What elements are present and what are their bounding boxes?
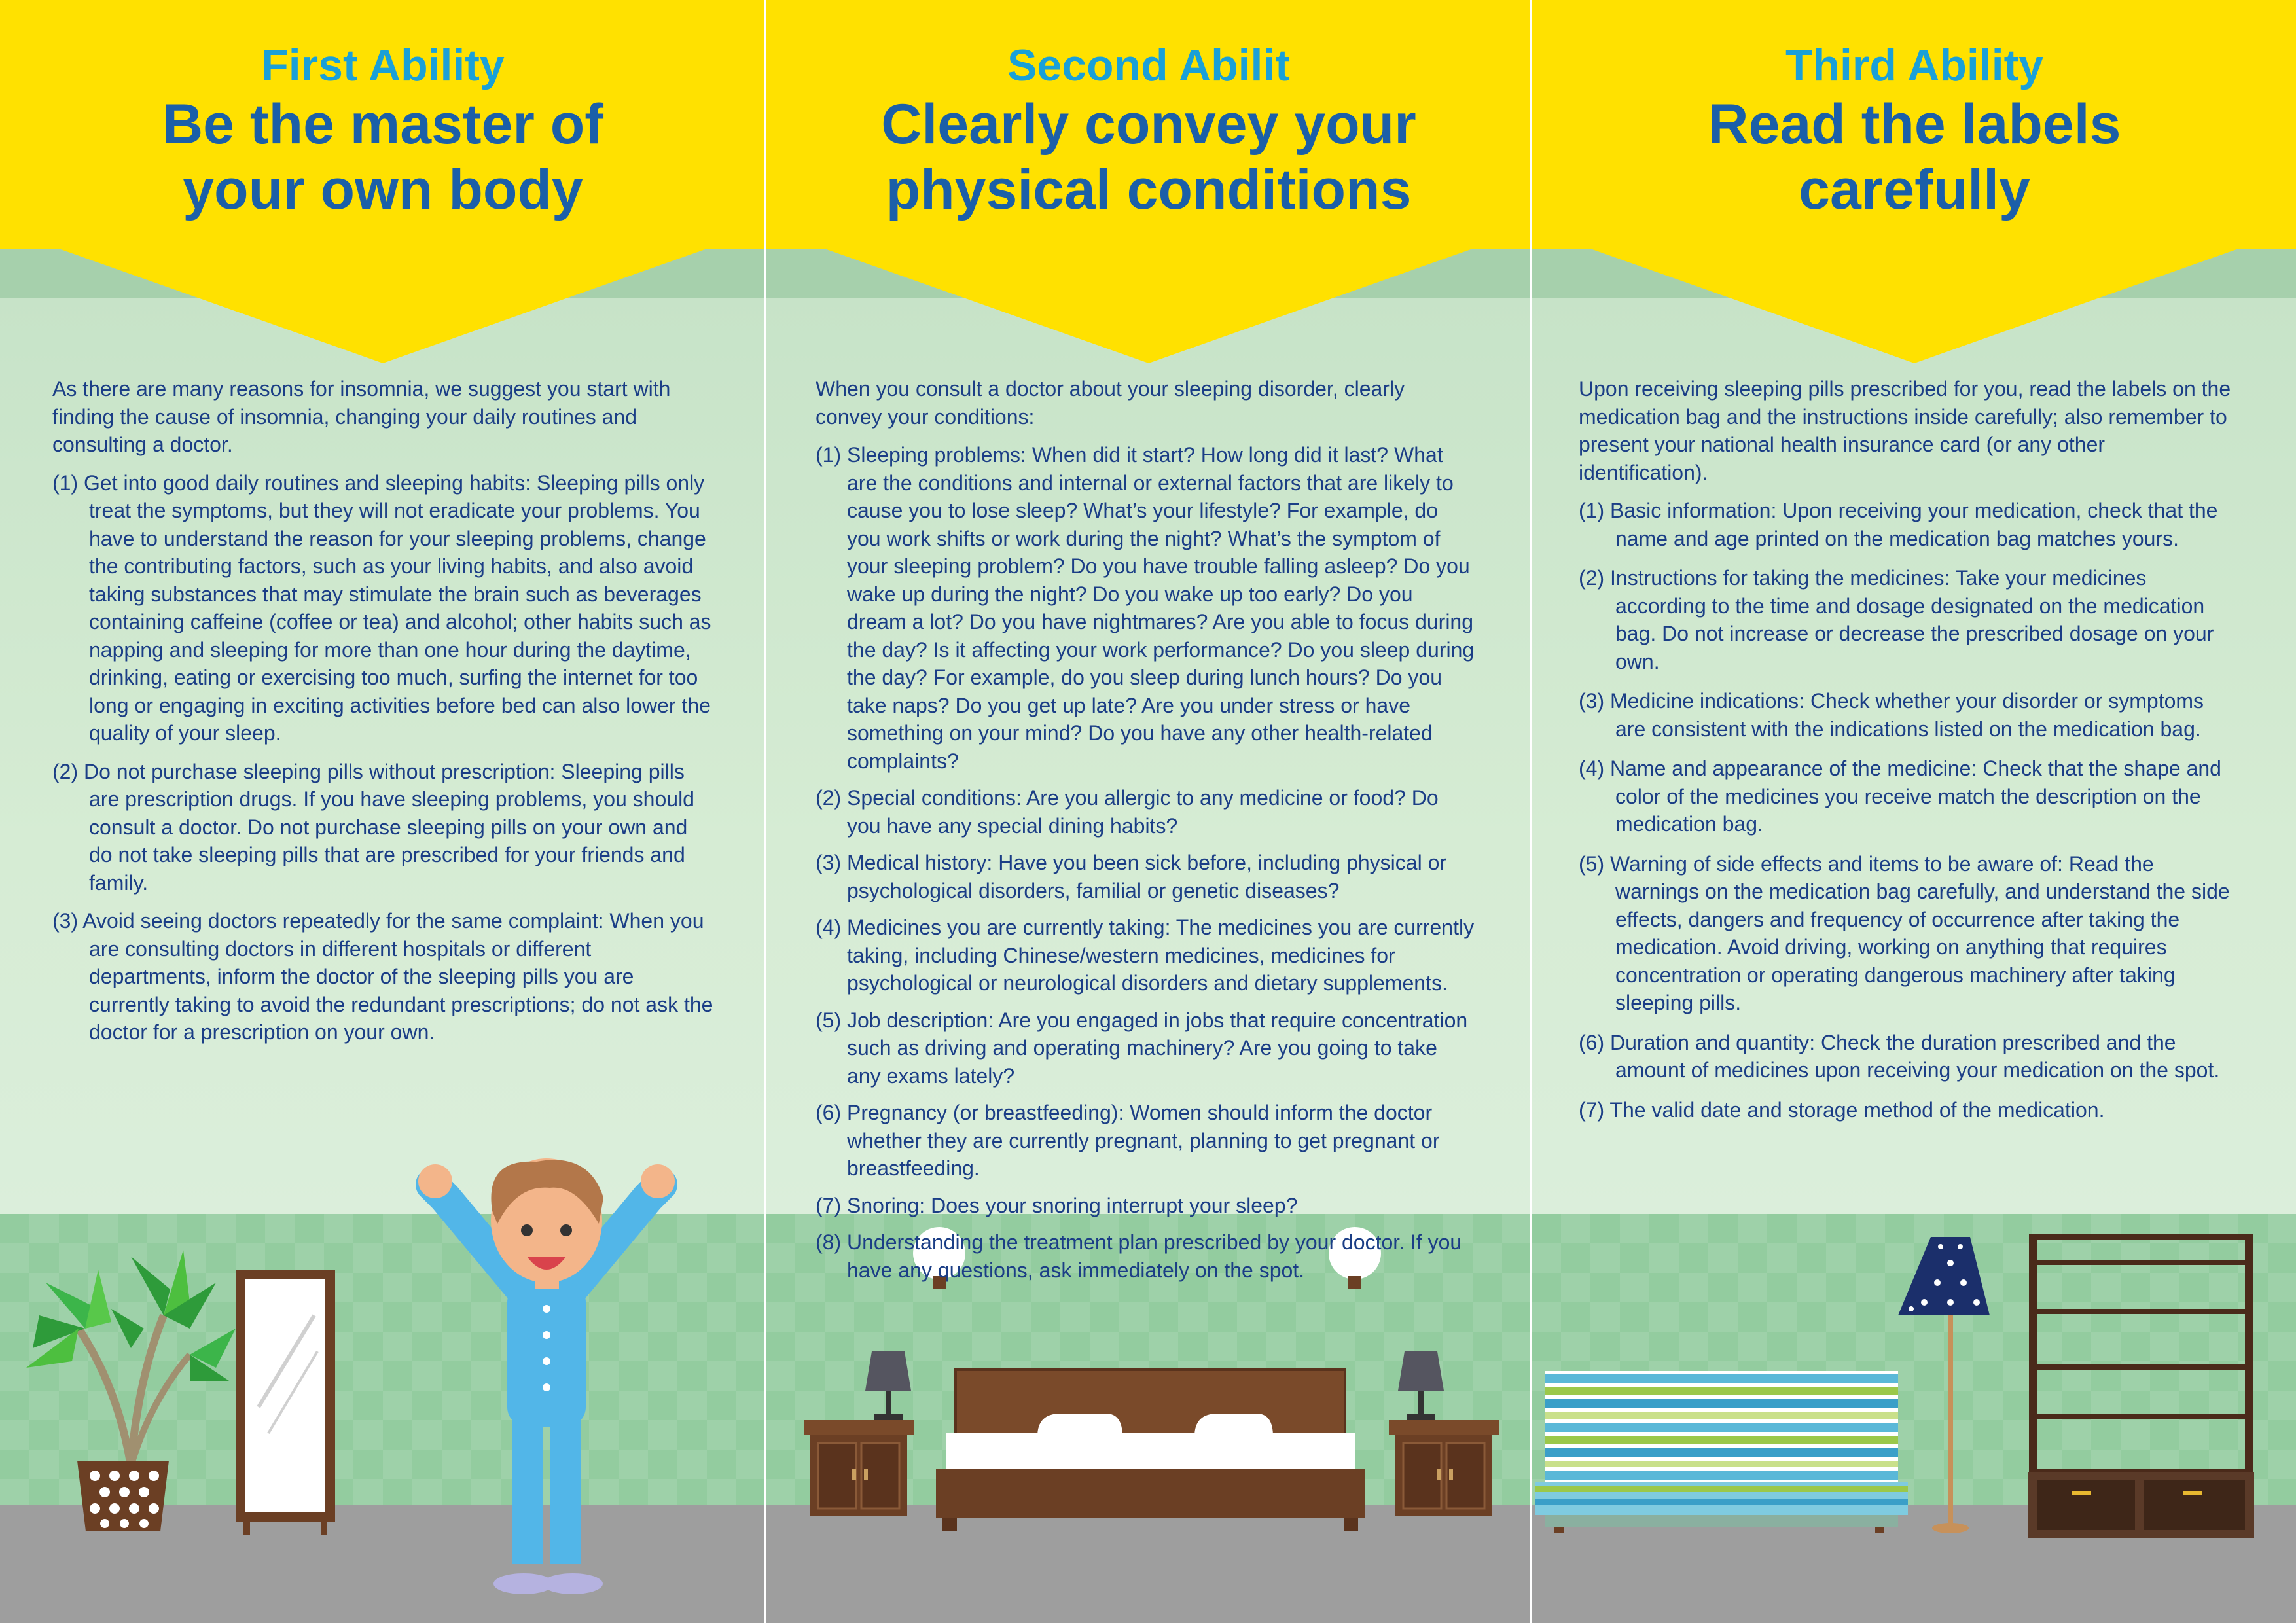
standing-mirror-icon (236, 1270, 335, 1535)
panel-title-line1: Read the labels (1708, 93, 2121, 156)
ability-label: Second Abilit (1007, 41, 1290, 90)
boy-in-pajamas-icon (418, 1158, 675, 1594)
panel-title-line1: Be the master of (162, 93, 603, 156)
intro-paragraph: When you consult a doctor about your sleeping disorder, clearly convey your conditions: (816, 377, 1405, 429)
panel-body-text (816, 375, 1477, 1293)
list-item: (4) Medicines you are currently taking: The medicines you are currently taking, including Chinese/western medicines, medicines for psychological or neurological disorders and dietary supplements. (816, 916, 1475, 995)
panel-body-text (1579, 375, 2240, 1135)
list-item: (1) Sleeping problems: When did it start? How long did it last? What are the conditions and internal or external factors that are likely to cause you to lose sleep? What’s your lifestyle? For example, do you work shifts or work during the night? What’s the symptom of your sleeping problem? Do you have trouble falling asleep? Do you wake up during the night? Do you wake up too early? Do you dream a lot? Do you have nightmares? Are you able to focus during the day? Is it affecting your work performance? Do you sleep during the day? For example, do you sleep during lunch hours? Do you take naps? Do you get up late? Are you under stress or have something on your mind? Do you have any other health-related complaints? (816, 443, 1475, 773)
panel-title-line2: carefully (1799, 158, 2030, 221)
ability-label: First Ability (261, 41, 505, 90)
panel-title-line2: physical conditions (886, 158, 1412, 221)
list-item: (5) Job description: Are you engaged in jobs that require concentration such as driving and operating machinery? Are you going to take any exams lately? (816, 1008, 1468, 1088)
striped-sofa-icon (1535, 1371, 1908, 1533)
panel-second-ability (766, 0, 1530, 1623)
ability-label: Third Ability (1785, 41, 2044, 90)
list-item: (3) Medicine indications: Check whether your disorder or symptoms are consistent with the indications listed on the medication bag. (1579, 689, 2204, 741)
list-item: (6) Pregnancy (or breastfeeding): Women should inform the doctor whether they are currently pregnant, planning to get pregnant or breastfeeding. (816, 1101, 1440, 1180)
list-item: (2) Do not purchase sleeping pills without prescription: Sleeping pills are prescription drugs. If you have sleeping problems, you should consult a doctor. Do not purchase sleeping pills on your own and do not take sleeping pills that are prescribed for your friends and family. (52, 759, 694, 895)
list-item: (5) Warning of side effects and items to be aware of: Read the warnings on the medication bag carefully, and understand the side effects, dangers and frequency of occurrence after taking the medication. Avoid driving, working on anything that requires concentration or operating dangerous machinery after taking sleeping pills. (1579, 851, 2230, 1014)
intro-paragraph: Upon receiving sleeping pills prescribed for you, read the labels on the medication bag and the instructions inside carefully; also remember to present your national health insurance card (or any other identification). (1579, 377, 2231, 484)
panel-title-line2: your own body (183, 158, 583, 221)
floor-lamp-icon (1898, 1237, 1990, 1533)
panel-body-text (52, 375, 713, 1057)
panel-third-ability (1532, 0, 2296, 1623)
panel-first-ability (0, 0, 764, 1623)
list-item: (1) Basic information: Upon receiving your medication, check that the name and age printed on the medication bag matches yours. (1579, 499, 2218, 550)
list-item: (2) Instructions for taking the medicines: Take your medicines according to the time and dosage designated on the medication bag. Do not increase or decrease the prescribed dosage on your own. (1579, 566, 2214, 673)
bed-icon (936, 1370, 1365, 1531)
list-item: (3) Medical history: Have you been sick before, including physical or psychological disorders, familial or genetic diseases? (816, 851, 1447, 902)
nightstand-right-icon (1389, 1420, 1499, 1516)
panel-title-line1: Clearly convey your (881, 93, 1416, 156)
list-item: (2) Special conditions: Are you allergic to any medicine or food? Do you have any special dining habits? (816, 786, 1439, 838)
list-item: (6) Duration and quantity: Check the duration prescribed and the amount of medicines upon receiving your medication on the spot. (1579, 1030, 2220, 1082)
list-item: (7) The valid date and storage method of the medication. (1579, 1097, 2105, 1122)
list-item: (8) Understanding the treatment plan prescribed by your doctor. If you have any questions, ask immediately on the spot. (816, 1230, 1462, 1282)
list-item: (7) Snoring: Does your snoring interrupt your sleep? (816, 1193, 1298, 1217)
intro-paragraph: As there are many reasons for insomnia, we suggest you start with finding the cause of insomnia, changing your daily routines and consulting a doctor. (52, 377, 671, 456)
table-lamp-right-icon (1398, 1351, 1444, 1420)
table-lamp-left-icon (865, 1351, 911, 1420)
list-item: (1) Get into good daily routines and sleeping habits: Sleeping pills only treat the symptoms, but they will not eradicate your problems. You have to understand the reason for your sleeping problems, change the contributing factors, such as your living habits, and also avoid taking substances that may stimulate the brain such as beverages containing caffeine (coffee or tea) and alcohol; other habits such as napping and sleeping for more than one hour during the daytime, drinking, eating or exercising too much, surfing the internet for too long or engaging in exciting activities before bed can also lower the quality of your sleep. (52, 471, 711, 745)
list-item: (3) Avoid seeing doctors repeatedly for the same complaint: When you are consulting doctors in different hospitals or different departments, inform the doctor of the sleeping pills you are currently taking to avoid the redundant prescriptions; do not ask the doctor for a prescription on your own. (52, 909, 713, 1044)
potted-plant-icon (26, 1250, 236, 1531)
bookshelf-icon (2028, 1234, 2254, 1538)
nightstand-left-icon (804, 1420, 914, 1516)
list-item: (4) Name and appearance of the medicine: Check that the shape and color of the medicines you receive match the description on the medication bag. (1579, 757, 2221, 836)
